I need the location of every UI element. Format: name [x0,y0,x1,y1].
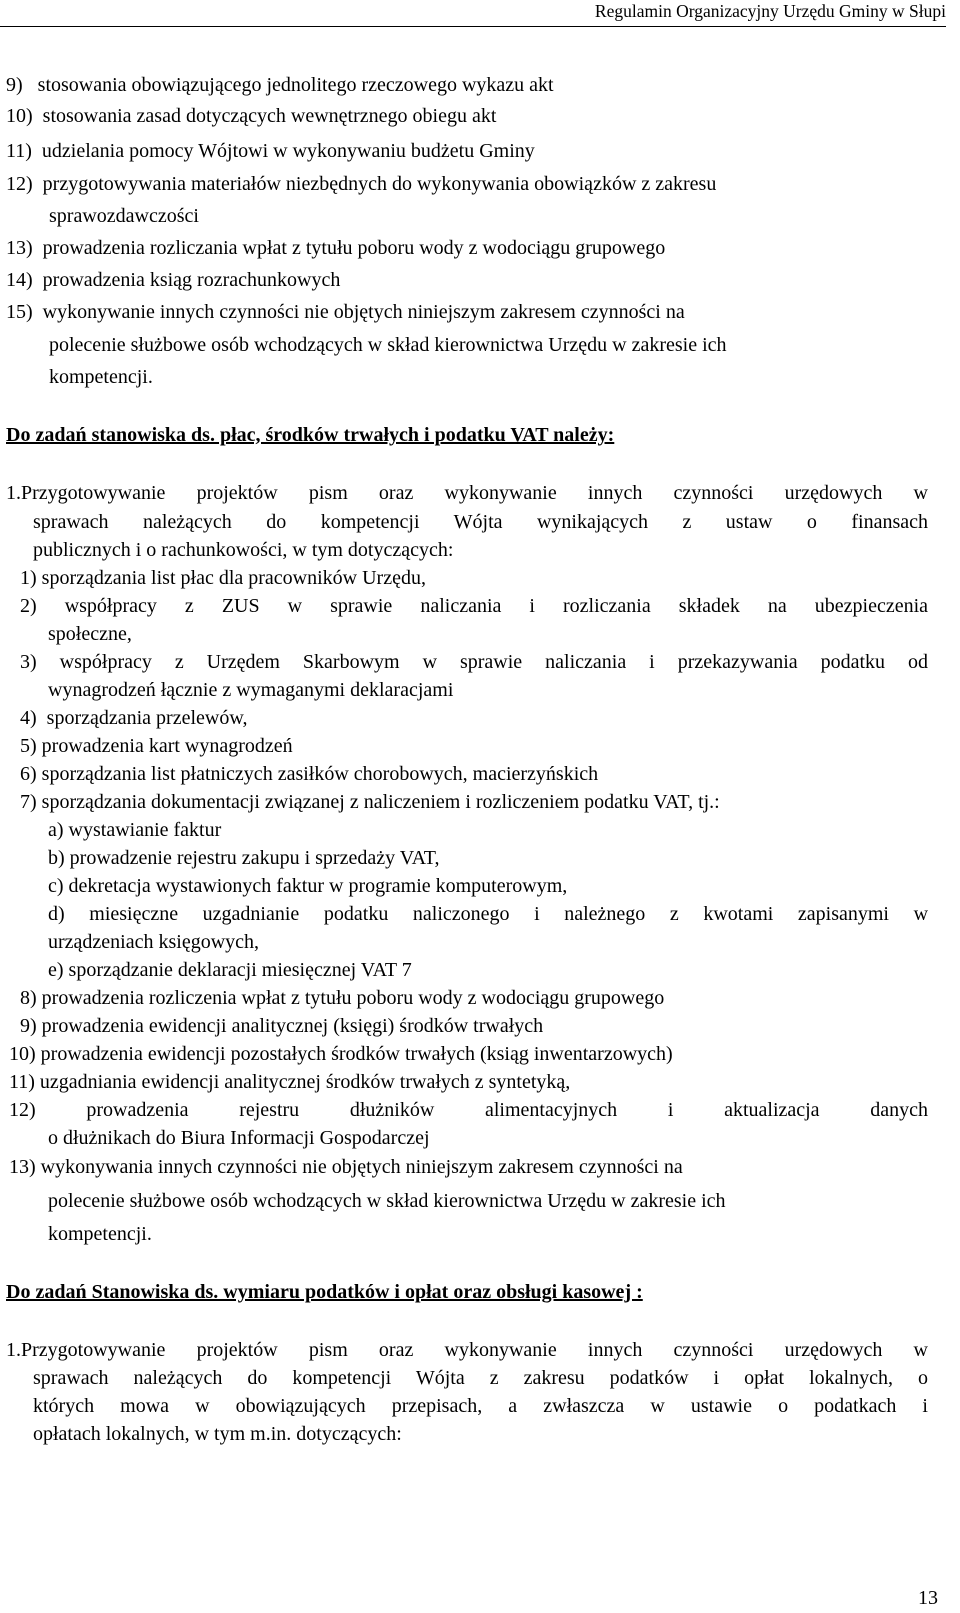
section-heading-taxes: Do zadań Stanowiska ds. wymiaru podatków i opłat oraz obsługi kasowej : [6,1281,643,1303]
intro-line: publicznych i o rachunkowości, w tym dotyczących: [33,539,454,561]
document-title: Regulamin Organizacyjny Urzędu Gminy w Słupi [594,1,946,21]
list-item-continuation: społeczne, [48,623,132,645]
section-heading-payroll: Do zadań stanowiska ds. płac, środków trwałych i podatku VAT należy: [6,424,615,446]
list-item-continuation: sprawozdawczości [49,205,199,227]
list-item: 13) wykonywania innych czynności nie objętych niniejszym zakresem czynności na [9,1156,683,1178]
list-item-continuation: wynagrodzeń łącznie z wymaganymi deklaracjami [48,679,454,701]
list-item: 15) wykonywanie innych czynności nie objętych niniejszym zakresem czynności na [6,301,685,323]
list-item: 2) współpracy z ZUS w sprawie naliczania i rozliczania składek na ubezpieczenia [20,595,929,617]
list-item: 3) współpracy z Urzędem Skarbowym w sprawie naliczania i przekazywania podatku od [20,651,929,673]
list-item-continuation: o dłużnikach do Biura Informacji Gospodarczej [48,1127,430,1149]
page-number: 13 [918,1587,938,1609]
list-item: 9) stosowania obowiązującego jednolitego rzeczowego wykazu akt [6,74,554,96]
list-item-continuation: polecenie służbowe osób wchodzących w skład kierownictwa Urzędu w zakresie ich [48,1190,726,1212]
list-item: 8) prowadzenia rozliczenia wpłat z tytułu poboru wody z wodociągu grupowego [20,987,665,1009]
list-item: 11) uzgadniania ewidencji analitycznej środków trwałych z syntetyką, [9,1071,571,1093]
sub-list-item: e) sporządzanie deklaracji miesięcznej VAT 7 [48,959,412,981]
sub-list-item: c) dekretacja wystawionych faktur w programie komputerowym, [48,875,568,897]
list-item: 9) prowadzenia ewidencji analitycznej (księgi) środków trwałych [20,1015,544,1037]
list-item: 6) sporządzania list płatniczych zasiłków chorobowych, macierzyńskich [20,763,599,785]
sub-list-item: b) prowadzenie rejestru zakupu i sprzedaży VAT, [48,847,440,869]
list-item-continuation: polecenie służbowe osób wchodzących w skład kierownictwa Urzędu w zakresie ich [49,334,727,356]
list-item: 12) prowadzenia rejestru dłużników alimentacyjnych i aktualizacja danych [9,1099,928,1121]
page-header [0,0,946,27]
list-item: 14) prowadzenia ksiąg rozrachunkowych [6,269,341,291]
list-item: 10) stosowania zasad dotyczących wewnętrznego obiegu akt [6,105,497,127]
intro-line: sprawach należących do kompetencji Wójta wynikających z ustaw o finansach [33,511,928,533]
intro-line: sprawach należących do kompetencji Wójta z zakresu podatków i opłat lokalnych, o [33,1367,928,1389]
list-item: 10) prowadzenia ewidencji pozostałych środków trwałych (ksiąg inwentarzowych) [9,1043,673,1065]
intro-line: których mowa w obowiązujących przepisach, a zwłaszcza w ustawie o podatkach i [33,1395,928,1417]
list-item: 11) udzielania pomocy Wójtowi w wykonywaniu budżetu Gminy [6,140,535,162]
list-item: 12) przygotowywania materiałów niezbędnych do wykonywania obowiązków z zakresu [6,173,717,195]
intro-line: 1.Przygotowywanie projektów pism oraz wykonywanie innych czynności urzędowych w [6,482,928,504]
sub-list-item: d) miesięczne uzgadnianie podatku naliczonego i należnego z kwotami zapisanymi w [48,903,929,925]
list-item-continuation: kompetencji. [49,366,153,388]
sub-list-item: a) wystawianie faktur [48,819,222,841]
list-item: 1) sporządzania list płac dla pracowników Urzędu, [20,567,426,589]
list-item: 5) prowadzenia kart wynagrodzeń [20,735,293,757]
list-item: 13) prowadzenia rozliczania wpłat z tytułu poboru wody z wodociągu grupowego [6,237,666,259]
list-item: 7) sporządzania dokumentacji związanej z naliczeniem i rozliczeniem podatku VAT, tj.: [20,791,720,813]
list-item-continuation: kompetencji. [48,1223,152,1245]
list-item: 4) sporządzania przelewów, [20,707,248,729]
sub-list-item-continuation: urządzeniach księgowych, [48,931,260,953]
intro-line: opłatach lokalnych, w tym m.in. dotyczących: [33,1423,402,1445]
intro-line: 1.Przygotowywanie projektów pism oraz wykonywanie innych czynności urzędowych w [6,1339,928,1361]
